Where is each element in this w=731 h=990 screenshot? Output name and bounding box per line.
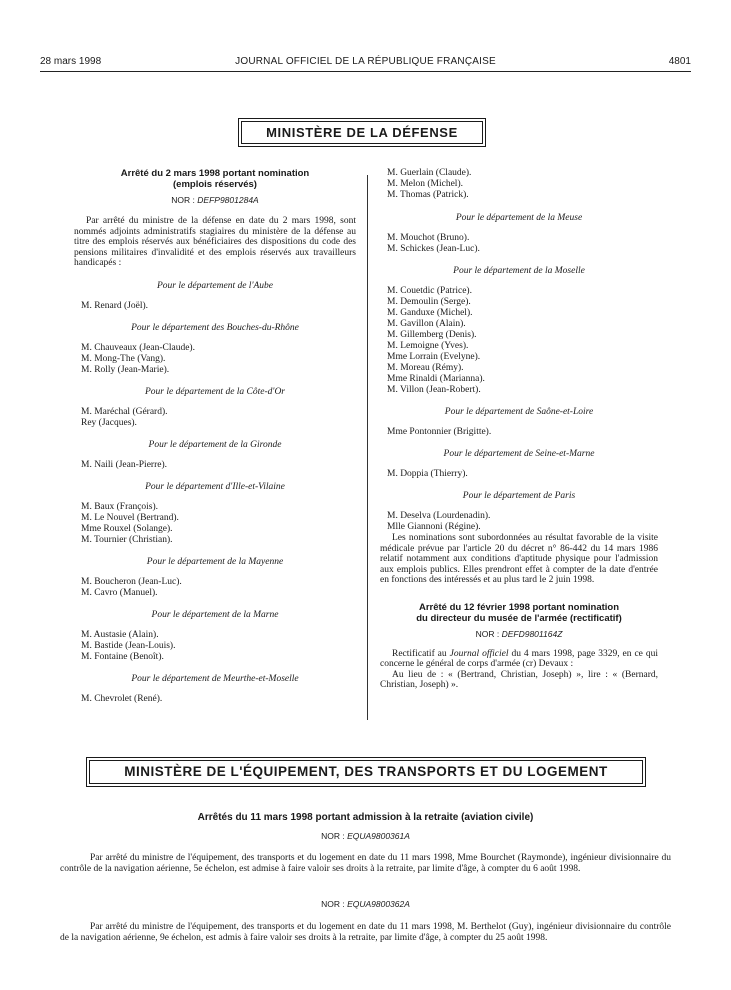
appointee-name: M. Fontaine (Benoît). xyxy=(81,651,164,662)
department-heading: Pour le département de l'Aube xyxy=(157,280,273,291)
appointee-name: M. Boucheron (Jean-Luc). xyxy=(81,576,182,587)
appointee-name: M. Tournier (Christian). xyxy=(81,534,173,545)
department-heading: Pour le département de la Marne xyxy=(151,609,279,620)
arrete2-nor xyxy=(380,629,658,639)
appointee-list xyxy=(380,511,658,533)
appointee-name: Mlle Giannoni (Régine). xyxy=(387,522,481,532)
header-page-number: 4801 xyxy=(668,56,691,67)
appointee-name: M. Guerlain (Claude). xyxy=(387,168,472,178)
appointee-name: M. Couetdic (Patrice). xyxy=(387,286,472,296)
appointee-name: M. Ganduxe (Michel). xyxy=(387,308,473,318)
appointee-name: M. Austasie (Alain). xyxy=(81,629,159,640)
ministry-defense-title: MINISTÈRE DE LA DÉFENSE xyxy=(266,125,458,140)
appointee-name: M. Melon (Michel). xyxy=(387,179,463,189)
arretes3-nor1-label: NOR : xyxy=(321,831,345,841)
arretes3-nor1-code: EQUA9800361A xyxy=(347,831,410,841)
department-heading: Pour le département de la Côte-d'Or xyxy=(144,386,286,397)
arrete1-conclusion: Les nominations sont subordonnées au résultat favorable de la visite médicale prévue par l'article 20 du décret n° 86-442 du 14 mars 1986 relatif notamment aux conditions d'aptitude physique pour l'admission aux emplois publics. Elles prendront effet à compter de la date d'entrée en fonctions des intéressés et au plus tard le 2 juin 1998. xyxy=(380,533,658,585)
arrete2-nor-code: DEFD9801164Z xyxy=(501,628,563,639)
appointee-list xyxy=(74,343,356,376)
appointee-name: M. Le Nouvel (Bertrand). xyxy=(81,512,179,523)
column-divider xyxy=(367,175,368,720)
appointee-name: M. Cavro (Manuel). xyxy=(81,587,158,598)
arrete1-nor-label: NOR : xyxy=(171,195,195,205)
appointee-list xyxy=(380,233,658,255)
appointee-list xyxy=(74,460,356,471)
appointee-name: M. Naili (Jean-Pierre). xyxy=(81,459,167,470)
appointee-name: M. Chevrolet (René). xyxy=(81,693,163,704)
arrete2-correction: Au lieu de : « (Bertrand, Christian, Joseph) », lire : « (Bernard, Christian, Joseph) ». xyxy=(380,669,658,690)
arretes3-para1: Par arrêté du ministre de l'équipement, des transports et du logement en date du 11 mars 1998, Mme Bourchet (Raymonde), ingénieur divisionnaire du contrôle de la navigation aérienne, 5e échelon, est admise à faire valoir ses droits à la retraite, par limite d'âge, à compter du 6 août 1998. xyxy=(60,853,671,874)
ministry-defense-box xyxy=(238,118,486,147)
appointee-list xyxy=(74,407,356,429)
department-heading: Pour le département de la Gironde xyxy=(148,439,282,450)
header-rule xyxy=(40,71,691,72)
arrete1-intro: Par arrêté du ministre de la défense en date du 2 mars 1998, sont nommés adjoints administratifs stagiaires du ministère de la défense au titre des emplois réservés aux bénéficiaires des dispositions du code des pensions militaires d'invalidité et des emplois réservés aux travailleurs handicapés : xyxy=(74,216,356,268)
appointee-name: M. Mouchot (Bruno). xyxy=(387,233,470,243)
appointee-name: M. Demoulin (Serge). xyxy=(387,297,471,307)
appointee-name: M. Schickes (Jean-Luc). xyxy=(387,244,480,254)
right-continuation-names xyxy=(380,168,658,201)
appointee-name: Mme Pontonnier (Brigitte). xyxy=(387,427,492,437)
appointee-name: M. Chauveaux (Jean-Claude). xyxy=(81,342,195,353)
department-heading: Pour le département de Paris xyxy=(462,491,576,501)
appointee-name: M. Villon (Jean-Robert). xyxy=(387,385,481,395)
arrete2-title-line2: du directeur du musée de l'armée (rectificatif) xyxy=(416,612,622,624)
appointee-name: M. Maréchal (Gérard). xyxy=(81,406,168,417)
arrete2-body-journal: Journal officiel xyxy=(449,648,509,659)
arretes3-para2: Par arrêté du ministre de l'équipement, des transports et du logement en date du 11 mars 1998, M. Berthelot (Guy), ingénieur divisionnaire du contrôle de la navigation aérienne, 9e échelon, est admis à faire valoir ses droits à la retraite, par limite d'âge, à compter du 25 août 1998. xyxy=(60,922,671,943)
appointee-list xyxy=(74,502,356,546)
department-heading: Pour le département de Meurthe-et-Moselle xyxy=(131,673,299,684)
arretes3-nor2-label: NOR : xyxy=(321,899,345,909)
appointee-list xyxy=(380,469,658,480)
department-heading: Pour le département de la Moselle xyxy=(453,266,585,276)
arrete2-body-post: du 4 mars 1998, page 3329, en ce qui concerne le général de corps d'armée (cr) Devaux : xyxy=(380,648,658,669)
arrete1-title-line2: (emplois réservés) xyxy=(173,179,257,190)
arretes3-nor1 xyxy=(60,831,671,841)
right-department-sections xyxy=(380,213,658,533)
running-head xyxy=(40,56,691,70)
department-heading: Pour le département d'Ille-et-Vilaine xyxy=(145,481,285,492)
appointee-name: Mme Lorrain (Evelyne). xyxy=(387,352,481,362)
appointee-name: M. Mong-The (Vang). xyxy=(81,353,166,364)
department-heading: Pour le département de la Meuse xyxy=(455,213,583,223)
appointee-name: M. Rolly (Jean-Marie). xyxy=(81,364,170,375)
department-heading: Pour le département de Seine-et-Marne xyxy=(443,449,595,459)
appointee-name: Mme Rinaldi (Marianna). xyxy=(387,374,485,384)
ministry-equipement-inner-border xyxy=(89,760,643,784)
appointee-name: Mme Rouxel (Solange). xyxy=(81,523,173,534)
left-department-sections xyxy=(74,281,356,705)
appointee-name: M. Bastide (Jean-Louis). xyxy=(81,640,176,651)
ministry-defense-inner-border xyxy=(241,121,483,144)
appointee-name: M. Gillemberg (Denis). xyxy=(387,330,477,340)
appointee-list xyxy=(380,427,658,438)
arrete2-body xyxy=(380,649,658,670)
header-date: 28 mars 1998 xyxy=(40,56,102,67)
arretes3-nor2-code: EQUA9800362A xyxy=(347,899,410,909)
appointee-name: M. Renard (Joël). xyxy=(81,300,149,311)
department-heading: Pour le département des Bouches-du-Rhône xyxy=(131,322,299,333)
appointee-name: M. Doppia (Thierry). xyxy=(387,469,468,479)
header-journal-title: JOURNAL OFFICIEL DE LA RÉPUBLIQUE FRANÇAISE xyxy=(235,56,496,67)
appointee-name: M. Moreau (Rémy). xyxy=(387,363,464,373)
department-heading: Pour le département de Saône-et-Loire xyxy=(444,407,594,417)
ministry-equipement-box xyxy=(86,757,646,787)
arrete2-title-line1: Arrêté du 12 février 1998 portant nomination xyxy=(418,601,620,613)
arrete2-body-pre: Rectificatif au xyxy=(392,648,450,659)
appointee-list xyxy=(74,577,356,599)
right-column xyxy=(380,168,658,691)
appointee-name: Rey (Jacques). xyxy=(81,417,137,428)
arrete2 xyxy=(380,602,658,691)
department-heading: Pour le département de la Mayenne xyxy=(146,556,284,567)
appointee-name: M. Lemoigne (Yves). xyxy=(387,341,469,351)
appointee-name: M. Thomas (Patrick). xyxy=(387,190,469,200)
ministry-equipement-title: MINISTÈRE DE L'ÉQUIPEMENT, DES TRANSPORTS ET DU LOGEMENT xyxy=(124,764,608,779)
arrete1-title-line1: Arrêté du 2 mars 1998 portant nomination xyxy=(120,168,310,179)
appointee-name: M. Baux (François). xyxy=(81,501,159,512)
appointee-list xyxy=(74,694,356,705)
appointee-list xyxy=(74,630,356,663)
arrete1-nor xyxy=(74,195,356,205)
left-column xyxy=(74,168,356,705)
appointee-list xyxy=(74,301,356,312)
arrete1-nor-code: DEFP9801284A xyxy=(197,195,259,205)
appointee-name: M. Gavillon (Alain). xyxy=(387,319,466,329)
appointee-list xyxy=(380,286,658,396)
arrete2-nor-label: NOR : xyxy=(475,628,500,639)
appointee-name: M. Deselva (Lourdenadin). xyxy=(387,511,491,521)
arretes3-title: Arrêtés du 11 mars 1998 portant admission à la retraite (aviation civile) xyxy=(197,812,534,823)
arretes3-nor2 xyxy=(60,899,671,909)
